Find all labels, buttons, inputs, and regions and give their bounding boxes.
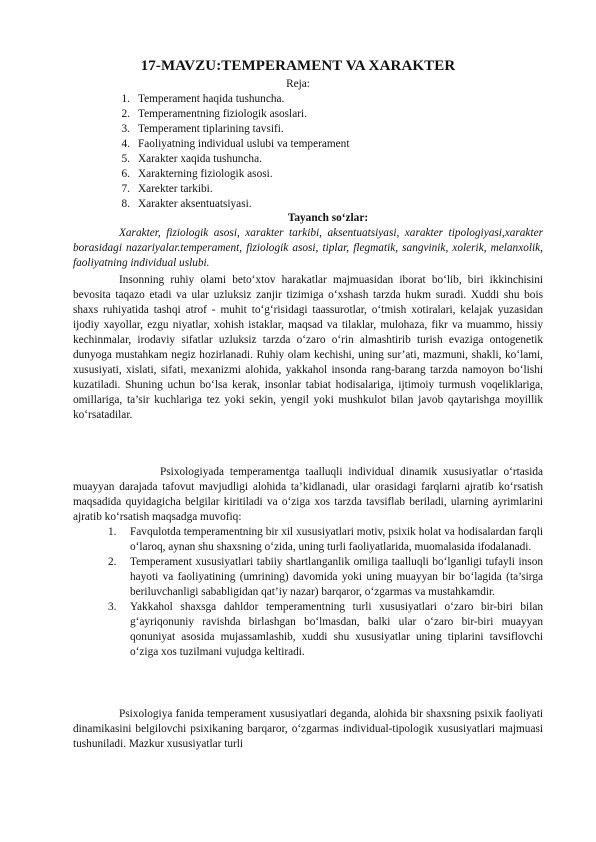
- plan-item: [108, 107, 548, 122]
- plan-item: [108, 92, 548, 107]
- plan-item: [108, 152, 548, 167]
- page-title: 17-MAVZU:TEMPERAMENT VA XARAKTER: [140, 58, 456, 74]
- plan-item-number: 5.: [121, 153, 130, 165]
- plan-item-text: Faoliyatning individual uslubi va temperament: [138, 138, 350, 150]
- plan-item-text: Xarakter xaqida tushuncha.: [138, 153, 262, 165]
- plan-item-number: 4.: [121, 138, 130, 150]
- list-item-number: 3.: [108, 601, 117, 613]
- plan-item-text: Xarakter aksentuatsiyasi.: [138, 198, 252, 210]
- plan-item-number: 6.: [121, 168, 130, 180]
- paragraph-text: Psixologiya fanida temperament xususiyatlari deganda, alohida bir shaxsning psixik faoliyati dinamikasini belgilovchi psixikaning barqaror, o‘zgarmas individual-tipologik xususiyatlari majmuasi tushuniladi. Mazkur xususiyatlar turli: [73, 708, 543, 750]
- plan-item: [108, 137, 548, 152]
- body-paragraph-3: [73, 707, 543, 752]
- numbered-list: [108, 525, 543, 660]
- plan-item-text: Temperamentning fiziologik asoslari.: [138, 108, 307, 120]
- plan-item: [108, 197, 548, 212]
- plan-item: [108, 182, 548, 197]
- plan-item-text: Xarekter tarkibi.: [138, 183, 213, 195]
- plan-item-text: Xarakterning fiziologik asosi.: [138, 168, 273, 180]
- list-item-number: 2.: [108, 556, 117, 568]
- plan-item-number: 1.: [121, 93, 130, 105]
- list-item-text: Favqulotda temperamentning bir xil xususiyatlari motiv, psixik holat va hodisalardan farqli o‘laroq, aynan shu shaxsning o‘zida, uning turli faoliyatlarida, muomalasida ifodalanadi.: [130, 526, 543, 553]
- list-item: [108, 600, 543, 660]
- plan-heading: Reja:: [286, 78, 310, 90]
- plan-item-number: 7.: [121, 183, 130, 195]
- list-item-text: Temperament xususiyatlari tabiiy shartlanganlik omiliga taalluqli bo‘lganligi tufayli inson hayoti va faoliyatining (umrining) davomida yoki uning muayyan bir bo‘lagida (ta’sirga beriluvchanligi sababligidan qat’iy nazar) barqaror, o‘zgarmas va mustahkamdir.: [130, 556, 543, 598]
- keywords-paragraph: [73, 226, 543, 271]
- paragraph-text: Insonning ruhiy olami beto‘xtov harakatlar majmuasidan iborat bo‘lib, biri ikkinchisini bevosita taqazo etadi va ular uzluksiz zanjir tizimiga o‘xshash tarzda hukm suradi. Xuddi shu bois shaxs ruhiyatida tashqi atrof - muhit to‘g‘risidagi taassurotlar, o‘tmish xotiralari, kelajak yuzasidan ijodiy xayollar, ezgu niyatlar, xohish istaklar, maqsad va tilaklar, mulohaza, fikr va muammo, hissiy kechinmalar, irodaviy sifatlar uzluksiz tarzda o‘zaro o‘rin almashtirib turish evaziga ontogenetik dunyoga mustahkam negiz hozirlanadi. Ruhiy olam kechishi, uning sur’ati, mazmuni, shakli, ko‘lami, xususiyati, xislati, sifati, mexanizmi alohida, yakkahol insonda rang-barang tarzda namoyon bo‘lishi kuzatiladi. Shuning uchun bo‘lsa kerak, insonlar tabiat hodisalariga, ijtimoiy turmush voqeliklariga, omillariga, ta’sir kuchlariga tez yoki sekin, yengil yoki mushkulot bilan javob qaytarishga moyillik ko‘rsatadilar.: [73, 274, 543, 421]
- list-item: [108, 555, 543, 600]
- plan-item: [108, 167, 548, 182]
- plan-item-number: 8.: [121, 198, 130, 210]
- body-paragraph-2: [73, 465, 543, 525]
- list-item: [108, 525, 543, 555]
- list-item-text: Yakkahol shaxsga dahldor temperamentning turli xususiyatlari o‘zaro bir-biri bilan g‘ayriqonuniy ravishda birlashgan bo‘lmasdan, balki ular o‘zaro bir-biri muayyan qonuniyat asosida mujassamlashib, xuddi shu xususiyatlar uning tiplarini tavsiflovchi o‘ziga xos tuzilmani vujudga keltiradi.: [130, 601, 543, 658]
- body-paragraph-1: [73, 273, 543, 423]
- plan-item-text: Temperament haqida tushuncha.: [138, 93, 285, 105]
- paragraph-text: Psixologiyada temperamentga taalluqli individual dinamik xususiyatlar o‘rtasida muayyan darajada tafovut mavjudligi alohida ta’kidlanadi, ular orasidagi farqlarni ajratib ko‘rsatish maqsadida quyidagicha belgilar kiritiladi va o‘ziga xos tarzda tavsiflab beriladi, ularning ayrimlarini ajratib ko‘rsatish maqsadga muvofiq:: [73, 466, 543, 523]
- plan-list: [108, 92, 548, 212]
- keywords-heading: Tayanch so‘zlar:: [287, 212, 369, 224]
- keywords-text: Xarakter, fiziologik asosi, xarakter tarkibi, aksentuatsiyasi, xarakter tipologiyasi,xarakter borasidagi nazariyalar.temperament, fiziologik asosi, tiplar, flegmatik, sangvinik, xolerik, melanxolik, faoliyatning individual uslubi.: [73, 227, 543, 269]
- list-item-number: 1.: [108, 526, 117, 538]
- plan-item: [108, 122, 548, 137]
- plan-item-text: Temperament tiplarining tavsifi.: [138, 123, 284, 135]
- plan-item-number: 2.: [121, 108, 130, 120]
- plan-item-number: 3.: [121, 123, 130, 135]
